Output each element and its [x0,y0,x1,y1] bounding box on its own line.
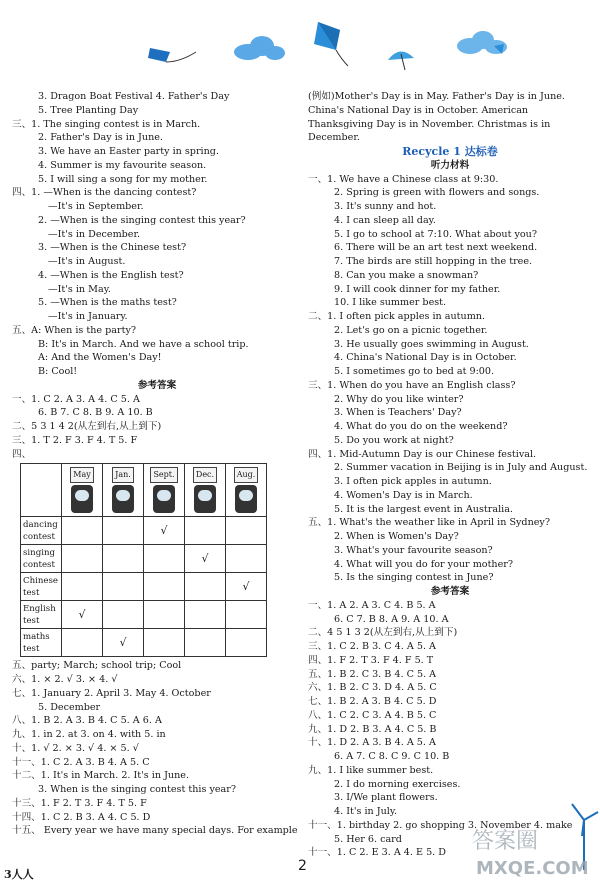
text-line: 六、1. B 2. C 3. D 4. A 5. C [308,682,437,694]
text-line: 2. Let's go on a picnic together. [334,324,488,336]
text-line: 一、1. A 2. A 3. C 4. B 5. A [308,599,436,611]
text-line: 6. B 7. C 8. B 9. A 10. B [38,407,153,419]
table-cell [144,601,185,629]
text-line: 3. —When is the Chinese test? [38,242,187,254]
table-cell [185,545,226,573]
table-cell [185,601,226,629]
cloud-icon [234,36,285,60]
check-mark: √ [201,551,209,565]
row-label: Chinese test [21,573,62,601]
text-line: 十二、1. It's in March. 2. It's in June. [12,770,190,782]
text-line: 2. Why do you like winter? [334,393,464,405]
text-line: 2. Father's Day is in June. [38,132,163,144]
table-cell [144,629,185,657]
table-cell [185,573,226,601]
left-answer-lines-2 [12,393,302,462]
table-row [21,601,267,629]
text-line: 九、1. in 2. at 3. on 4. with 5. in [12,729,166,740]
month-label: Sept. [150,467,177,483]
check-mark: √ [242,579,250,593]
text-line: 4. —When is the English test? [38,269,184,281]
kite-icon [148,48,196,62]
text-line: 四、1. F 2. T 3. F 4. F 5. T [308,654,434,666]
text-line: 4. China's National Day is in October. [334,352,517,364]
text-line: 2. —When is the singing contest this year? [38,214,246,226]
row-label: English test [21,601,62,629]
text-line: 二、4 5 1 3 2(从左到右,从上到下) [308,627,458,639]
text-line: December. [308,132,360,144]
table-cell [144,573,185,601]
left-answer-lines-3 [12,659,302,838]
text-line: 6. C 7. B 8. A 9. A 10. A [334,613,449,625]
text-line: 四、 [12,448,32,460]
text-line: —It's in December. [48,228,141,240]
text-line: 5. Do you work at night? [334,434,454,446]
table-cell [144,517,185,545]
month-header-cell [62,464,103,517]
text-line: 3. Dragon Boat Festival 4. Father's Day [38,91,230,102]
table-cell [62,517,103,545]
text-line: 三、1. T 2. F 3. F 4. T 5. F [12,434,138,446]
cartoon-figure-icon [112,485,134,513]
umbrella-icon [388,51,414,70]
table-cell [226,545,267,573]
cartoon-figure-icon [194,485,216,513]
text-line: 3. What's your favourite season? [334,544,493,556]
watermark-text: 答案圈 [472,829,539,854]
text-line: 3. He usually goes swimming in August. [334,338,529,350]
text-line: 5. I go to school at 7:10. What about you? [334,228,538,240]
table-cell [226,573,267,601]
text-line: 5. December [38,701,101,713]
text-line: —It's in September. [48,201,144,212]
text-line: —It's in January. [48,311,128,322]
recycle-title: Recycle 1 达标卷 [402,145,498,158]
month-header-cell [144,464,185,517]
text-line: 一、1. We have a Chinese class at 9:30. [308,173,499,185]
text-line: 九、1. D 2. B 3. A 4. C 5. B [308,723,437,735]
text-line: 五、1. What's the weather like in April in Sydney? [308,517,550,529]
text-line: 三、1. C 2. B 3. C 4. A 5. A [308,641,436,652]
page-number: 2 [298,858,307,874]
month-label: Aug. [234,467,259,483]
text-line: 八、1. B 2. A 3. B 4. C 5. A 6. A [12,715,162,727]
text-line: 3. I often pick apples in autumn. [334,476,492,487]
text-line: 5. It is the largest event in Australia. [334,503,513,515]
kite-icon [314,22,348,66]
month-label: Jan. [112,467,134,483]
text-line: 4. I can sleep all day. [334,214,436,226]
table-corner-cell [21,464,62,517]
month-header-cell [226,464,267,517]
text-line: 六、1. × 2. √ 3. × 4. √ [12,674,118,685]
text-line: 十三、1. F 2. T 3. F 4. T 5. F [12,797,147,809]
table-cell [226,517,267,545]
text-line: 5. Her 6. card [334,833,402,845]
answers-title: 参考答案 [137,379,177,391]
text-line: 5. —When is the maths test? [38,297,177,309]
month-label: May [70,467,93,483]
cartoon-figure-icon [71,485,93,513]
text-line: 3. When is Teachers' Day? [334,407,462,419]
text-line: B: It's in March. And we have a school trip. [38,338,249,350]
text-line: 2. I do morning exercises. [334,778,461,790]
table-row [21,629,267,657]
table-cell [103,601,144,629]
text-line: 3. I/We plant flowers. [334,792,438,804]
text-line: B: Cool! [38,366,78,377]
text-line: 二、5 3 1 4 2(从左到右,从上到下) [12,421,162,432]
table-cell [144,545,185,573]
text-line: 10. I like summer best. [334,297,447,309]
text-line: 5. I will sing a song for my mother. [38,173,208,185]
text-line: A: And the Women's Day! [38,352,162,364]
text-line: 3. It's sunny and hot. [334,201,437,212]
row-label: dancing contest [21,517,62,545]
text-line: 5. Is the singing contest in June? [334,572,494,584]
text-line: 五、A: When is the party? [12,324,137,336]
table-cell [226,601,267,629]
table-row [21,573,267,601]
text-line: 二、1. I often pick apples in autumn. [308,311,486,322]
text-line: 一、1. C 2. A 3. A 4. C 5. A [12,393,140,405]
row-label: maths test [21,629,62,657]
text-line: 3. We have an Easter party in spring. [38,146,219,157]
text-line: 三、1. When do you have an English class? [308,379,516,391]
cartoon-figure-icon [235,485,257,513]
answers-title-right: 参考答案 [430,586,470,597]
text-line: 十四、1. C 2. B 3. A 4. C 5. D [12,811,151,823]
text-line: 三、1. The singing contest is in March. [12,118,201,130]
text-line: 4. Summer is my favourite season. [38,159,207,171]
text-line: 十、1. √ 2. × 3. √ 4. × 5. √ [12,742,139,754]
text-line: 五、party; March; school trip; Cool [12,660,182,672]
text-line: 5. I sometimes go to bed at 9:00. [334,366,495,377]
table-cell [62,601,103,629]
text-line: —It's in May. [48,283,111,295]
text-line: 四、1. Mid-Autumn Day is our Chinese festival. [308,448,537,460]
text-line: 4. It's in July. [334,806,398,817]
text-line: 4. What will you do for your mother? [334,558,514,570]
text-line: China's National Day is in October. American [308,104,529,116]
text-line: 十一、1. C 2. A 3. B 4. A 5. C [12,756,150,768]
text-line: 9. I will cook dinner for my father. [334,283,501,295]
watermark-url: MXQE.COM [476,858,589,879]
table-cell [62,545,103,573]
text-line: 七、1. B 2. A 3. B 4. C 5. D [308,696,437,707]
text-line: 八、1. C 2. C 3. A 4. B 5. C [308,709,437,721]
text-line: 4. Women's Day is in March. [334,489,473,501]
text-line: (例如)Mother's Day is in May. Father's Day is in June. [308,91,565,102]
right-column [308,90,592,860]
left-answer-lines [12,90,302,379]
table-cell [185,629,226,657]
cartoon-figure-icon [153,485,175,513]
text-line: 2. When is Women's Day? [334,531,459,542]
text-line: 6. A 7. C 8. C 9. C 10. B [334,751,450,762]
month-header-cell [185,464,226,517]
table-cell [103,629,144,657]
check-mark: √ [119,635,127,649]
table-cell [103,573,144,601]
text-line: 2. Spring is green with flowers and songs. [334,187,540,199]
text-line: Thanksgiving Day is in November. Christmas is in [308,118,551,130]
table-cell [62,573,103,601]
check-mark: √ [78,607,86,621]
listening-title: 听力材料 [430,159,470,171]
table-cell [185,517,226,545]
text-line: 3. When is the singing contest this year? [38,784,237,795]
text-line: 九、1. I like summer best. [308,764,434,776]
table-cell [103,545,144,573]
text-line: 8. Can you make a snowman? [334,269,479,281]
text-line: 7. The birds are still hopping in the tree. [334,256,533,267]
text-line: 6. There will be an art test next weekend. [334,242,538,254]
text-line: 十五、 Every year we have many special days. For example [12,825,298,837]
header-decoration [0,0,600,90]
row-label: singing contest [21,545,62,573]
text-line: 4. What do you do on the weekend? [334,421,508,432]
text-line: 五、1. B 2. C 3. B 4. C 5. A [308,668,437,680]
text-line: 5. Tree Planting Day [38,104,139,116]
table-cell [103,517,144,545]
table-row [21,545,267,573]
month-header-cell [103,464,144,517]
text-line: 十一、1. C 2. E 3. A 4. E 5. D [308,847,446,859]
table-row [21,517,267,545]
text-line: 四、1. —When is the dancing contest? [12,187,197,199]
month-table [20,463,267,657]
month-label: Dec. [193,467,217,483]
text-line: 十、1. D 2. A 3. B 4. A 5. A [308,737,436,749]
text-line: 十一、1. birthday 2. go shopping 3. November 4. make [308,819,573,831]
listening-lines [308,173,592,586]
text-line: 2. Summer vacation in Beijing is in July and August. [334,462,588,474]
example-paragraph [308,90,592,145]
text-line: 七、1. January 2. April 3. May 4. October [12,687,211,699]
table-cell [226,629,267,657]
check-mark: √ [160,523,168,537]
corner-mark: 3人人 [4,868,34,881]
text-line: —It's in August. [48,256,126,267]
watermark [462,800,600,884]
left-column [12,90,302,838]
table-cell [62,629,103,657]
